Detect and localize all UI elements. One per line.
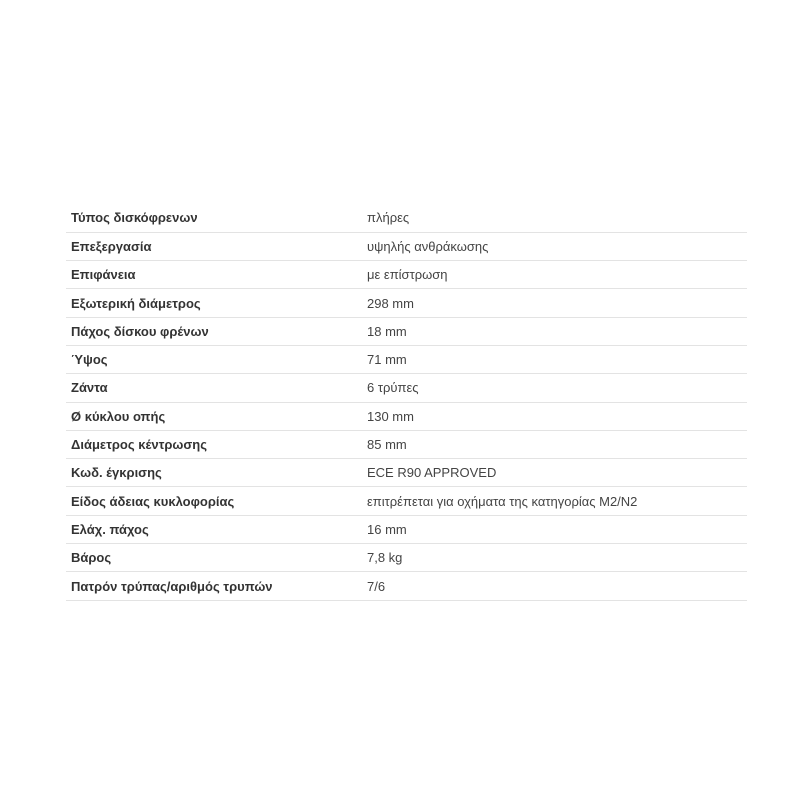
spec-row-hole-pattern [66,572,747,600]
spec-value: 18 mm [367,323,407,339]
spec-label: Πατρόν τρύπας/αριθμός τρυπών [71,578,273,594]
spec-value: υψηλής ανθράκωσης [367,238,489,254]
spec-label: Διάμετρος κέντρωσης [71,437,207,453]
spec-value: 16 mm [367,521,407,537]
spec-label: Ø κύκλου οπής [71,408,166,424]
spec-value: 7/6 [367,578,386,594]
spec-row-bolt-circle [66,402,747,430]
spec-row-registration-type [66,487,747,515]
spec-label: Βάρος [71,550,112,566]
spec-value: 6 τρύπες [367,380,419,396]
spec-label: Επιφάνεια [71,267,136,283]
spec-row-height [66,345,747,373]
spec-row-weight [66,544,747,572]
spec-label: Κωδ. έγκρισης [71,465,162,481]
spec-label: Επεξεργασία [71,238,152,254]
spec-label: Ελάχ. πάχος [71,521,149,537]
spec-label: Εξωτερική διάμετρος [71,295,201,311]
spec-value: 85 mm [367,437,407,453]
spec-row-rim [66,374,747,402]
spec-label: Τύπος δισκόφρενων [71,210,198,226]
spec-label: Ύψος [71,352,108,368]
spec-value: πλήρες [367,210,410,226]
spec-value: με επίστρωση [367,267,448,283]
spec-value: 71 mm [367,352,407,368]
spec-row-disc-thickness [66,317,747,345]
spec-row-brake-disc-type [66,204,747,232]
spec-row-surface [66,261,747,289]
specifications-table [66,204,747,601]
spec-value: επιτρέπεται για οχήματα της κατηγορίας M2/N2 [367,493,638,509]
spec-row-outer-diameter [66,289,747,317]
spec-label: Ζάντα [71,380,108,396]
spec-row-approval-code [66,459,747,487]
spec-row-centering-diameter [66,430,747,458]
spec-value: 298 mm [367,295,414,311]
spec-label: Είδος άδειας κυκλοφορίας [71,493,235,509]
spec-value: ECE R90 APPROVED [367,465,497,481]
spec-label: Πάχος δίσκου φρένων [71,323,209,339]
spec-row-min-thickness [66,515,747,543]
spec-row-processing [66,232,747,260]
spec-value: 130 mm [367,408,414,424]
spec-value: 7,8 kg [367,550,403,566]
